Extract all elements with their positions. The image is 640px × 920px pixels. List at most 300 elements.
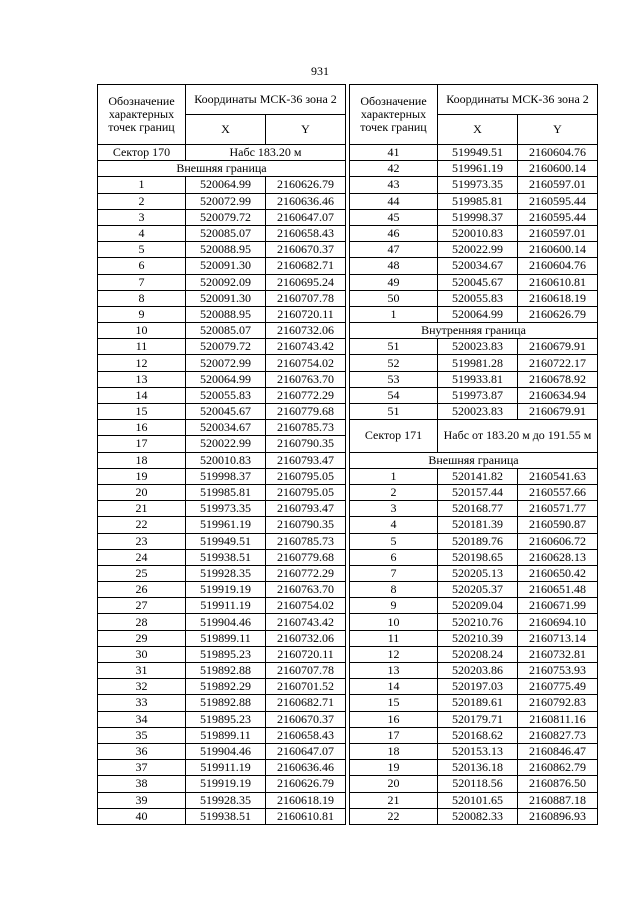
y-coordinate-cell: 2160671.99 (518, 598, 598, 614)
y-coordinate-cell: 2160707.78 (266, 663, 346, 679)
table-row (350, 193, 598, 209)
y-coordinate-cell: 2160763.70 (266, 582, 346, 598)
y-coordinate-cell: 2160779.68 (266, 549, 346, 565)
x-coordinate-cell: 520136.18 (438, 760, 518, 776)
point-number-cell: 40 (98, 808, 186, 824)
point-number-cell: 17 (350, 727, 438, 743)
y-coordinate-cell: 2160595.44 (518, 209, 598, 225)
point-number-cell: 42 (350, 161, 438, 177)
table-row (98, 776, 346, 792)
x-coordinate-cell: 520153.13 (438, 743, 518, 759)
point-number-cell: 54 (350, 387, 438, 403)
x-coordinate-cell: 520168.77 (438, 501, 518, 517)
table-row (350, 242, 598, 258)
y-coordinate-cell: 2160571.77 (518, 501, 598, 517)
y-coordinate-cell: 2160763.70 (266, 371, 346, 387)
y-coordinate-cell: 2160785.73 (266, 420, 346, 436)
point-number-cell: 8 (98, 290, 186, 306)
point-number-cell: 46 (350, 225, 438, 241)
table-row (350, 290, 598, 306)
table-row (98, 436, 346, 452)
point-number-cell: 11 (350, 630, 438, 646)
point-number-cell: 7 (98, 274, 186, 290)
y-coordinate-cell: 2160732.06 (266, 323, 346, 339)
y-coordinate-cell: 2160597.01 (518, 225, 598, 241)
table-row (350, 177, 598, 193)
point-number-cell: 27 (98, 598, 186, 614)
table-row (350, 679, 598, 695)
y-coordinate-cell: 2160618.19 (266, 792, 346, 808)
point-number-cell: 20 (350, 776, 438, 792)
y-coordinate-cell: 2160658.43 (266, 225, 346, 241)
y-coordinate-cell: 2160775.49 (518, 679, 598, 695)
y-coordinate-cell: 2160682.71 (266, 258, 346, 274)
point-number-cell: 21 (350, 792, 438, 808)
x-coordinate-cell: 519895.23 (186, 646, 266, 662)
table-row (98, 808, 346, 824)
x-coordinate-cell: 520092.09 (186, 274, 266, 290)
x-coordinate-cell: 520091.30 (186, 290, 266, 306)
x-coordinate-cell: 519961.19 (186, 517, 266, 533)
table-row (98, 468, 346, 484)
point-number-cell: 13 (350, 663, 438, 679)
point-number-cell: 33 (98, 695, 186, 711)
coordinates-table-right (349, 84, 598, 825)
x-coordinate-cell: 520079.72 (186, 339, 266, 355)
point-number-cell: 1 (350, 468, 438, 484)
table-row (350, 161, 598, 177)
header-x: X (438, 115, 518, 145)
table-row (350, 630, 598, 646)
y-coordinate-cell: 2160743.42 (266, 614, 346, 630)
x-coordinate-cell: 520064.99 (186, 371, 266, 387)
table-row (350, 760, 598, 776)
table-row (98, 727, 346, 743)
table-row (98, 533, 346, 549)
y-coordinate-cell: 2160600.14 (518, 242, 598, 258)
table-row (98, 792, 346, 808)
point-number-cell: 20 (98, 484, 186, 500)
point-number-cell: 15 (98, 404, 186, 420)
y-coordinate-cell: 2160628.13 (518, 549, 598, 565)
point-number-cell: 1 (350, 306, 438, 322)
y-coordinate-cell: 2160647.07 (266, 743, 346, 759)
table-row (350, 404, 598, 420)
y-coordinate-cell: 2160754.02 (266, 355, 346, 371)
x-coordinate-cell: 520034.67 (438, 258, 518, 274)
x-coordinate-cell: 519998.37 (438, 209, 518, 225)
y-coordinate-cell: 2160651.48 (518, 582, 598, 598)
y-coordinate-cell: 2160785.73 (266, 533, 346, 549)
table-row (350, 371, 598, 387)
point-number-cell: 6 (350, 549, 438, 565)
y-coordinate-cell: 2160618.19 (518, 290, 598, 306)
table-row (350, 225, 598, 241)
y-coordinate-cell: 2160754.02 (266, 598, 346, 614)
x-coordinate-cell: 520205.37 (438, 582, 518, 598)
point-number-cell: 38 (98, 776, 186, 792)
y-coordinate-cell: 2160626.79 (518, 306, 598, 322)
table-row (98, 743, 346, 759)
point-number-cell: 24 (98, 549, 186, 565)
x-coordinate-cell: 519938.51 (186, 808, 266, 824)
x-coordinate-cell: 520118.56 (438, 776, 518, 792)
point-number-cell: 18 (98, 452, 186, 468)
point-number-cell: 14 (350, 679, 438, 695)
table-row (98, 177, 346, 193)
point-number-cell: 28 (98, 614, 186, 630)
point-number-cell: 5 (98, 242, 186, 258)
x-coordinate-cell: 519919.19 (186, 776, 266, 792)
x-coordinate-cell: 519911.19 (186, 598, 266, 614)
x-coordinate-cell: 520072.99 (186, 193, 266, 209)
y-coordinate-cell: 2160610.81 (518, 274, 598, 290)
y-coordinate-cell: 2160670.37 (266, 711, 346, 727)
sector-height: Набс от 183.20 м до 191.55 м (438, 420, 598, 452)
table-row (98, 630, 346, 646)
table-row (350, 727, 598, 743)
sector-label: Сектор 170 (98, 145, 186, 161)
y-coordinate-cell: 2160896.93 (518, 808, 598, 824)
point-number-cell: 48 (350, 258, 438, 274)
point-number-cell: 51 (350, 404, 438, 420)
y-coordinate-cell: 2160779.68 (266, 404, 346, 420)
y-coordinate-cell: 2160606.72 (518, 533, 598, 549)
section-title-outer: Внешняя граница (98, 161, 346, 177)
table-row (98, 404, 346, 420)
point-number-cell: 31 (98, 663, 186, 679)
x-coordinate-cell: 520079.72 (186, 209, 266, 225)
x-coordinate-cell: 520179.71 (438, 711, 518, 727)
table-row (98, 549, 346, 565)
y-coordinate-cell: 2160795.05 (266, 468, 346, 484)
y-coordinate-cell: 2160876.50 (518, 776, 598, 792)
x-coordinate-cell: 520085.07 (186, 323, 266, 339)
y-coordinate-cell: 2160720.11 (266, 646, 346, 662)
table-row (98, 258, 346, 274)
header-designation: Обозначение характерных точек границ (350, 85, 438, 145)
y-coordinate-cell: 2160610.81 (266, 808, 346, 824)
point-number-cell: 11 (98, 339, 186, 355)
y-coordinate-cell: 2160604.76 (518, 258, 598, 274)
section-title-inner: Внутренняя граница (350, 323, 598, 339)
header-coords: Координаты МСК-36 зона 2 (438, 85, 598, 115)
y-coordinate-cell: 2160650.42 (518, 565, 598, 581)
y-coordinate-cell: 2160827.73 (518, 727, 598, 743)
table-row (350, 646, 598, 662)
point-number-cell: 25 (98, 565, 186, 581)
y-coordinate-cell: 2160722.17 (518, 355, 598, 371)
table-row (98, 484, 346, 500)
point-number-cell: 53 (350, 371, 438, 387)
point-number-cell: 19 (98, 468, 186, 484)
y-coordinate-cell: 2160670.37 (266, 242, 346, 258)
y-coordinate-cell: 2160772.29 (266, 565, 346, 581)
table-row (350, 808, 598, 824)
header-y: Y (518, 115, 598, 145)
table-row (98, 306, 346, 322)
table-row (350, 711, 598, 727)
y-coordinate-cell: 2160713.14 (518, 630, 598, 646)
y-coordinate-cell: 2160679.91 (518, 339, 598, 355)
point-number-cell: 43 (350, 177, 438, 193)
y-coordinate-cell: 2160679.91 (518, 404, 598, 420)
x-coordinate-cell: 519973.87 (438, 387, 518, 403)
x-coordinate-cell: 519892.88 (186, 663, 266, 679)
y-coordinate-cell: 2160597.01 (518, 177, 598, 193)
x-coordinate-cell: 519899.11 (186, 630, 266, 646)
x-coordinate-cell: 520141.82 (438, 468, 518, 484)
table-row (98, 565, 346, 581)
y-coordinate-cell: 2160795.05 (266, 484, 346, 500)
x-coordinate-cell: 520055.83 (438, 290, 518, 306)
x-coordinate-cell: 520064.99 (186, 177, 266, 193)
x-coordinate-cell: 520091.30 (186, 258, 266, 274)
point-number-cell: 35 (98, 727, 186, 743)
point-number-cell: 36 (98, 743, 186, 759)
y-coordinate-cell: 2160793.47 (266, 452, 346, 468)
y-coordinate-cell: 2160658.43 (266, 727, 346, 743)
point-number-cell: 23 (98, 533, 186, 549)
x-coordinate-cell: 520181.39 (438, 517, 518, 533)
x-coordinate-cell: 519904.46 (186, 743, 266, 759)
table-row (98, 679, 346, 695)
point-number-cell: 1 (98, 177, 186, 193)
table-row (350, 549, 598, 565)
table-row (350, 792, 598, 808)
point-number-cell: 17 (98, 436, 186, 452)
point-number-cell: 47 (350, 242, 438, 258)
x-coordinate-cell: 520010.83 (438, 225, 518, 241)
x-coordinate-cell: 520157.44 (438, 484, 518, 500)
x-coordinate-cell: 519928.35 (186, 565, 266, 581)
table-row (350, 258, 598, 274)
y-coordinate-cell: 2160846.47 (518, 743, 598, 759)
y-coordinate-cell: 2160793.47 (266, 501, 346, 517)
point-number-cell: 6 (98, 258, 186, 274)
x-coordinate-cell: 520210.39 (438, 630, 518, 646)
sector-label: Сектор 171 (350, 420, 438, 452)
point-number-cell: 41 (350, 145, 438, 161)
table-row (350, 387, 598, 403)
table-row (98, 387, 346, 403)
x-coordinate-cell: 519949.51 (438, 145, 518, 161)
page-number: 931 (311, 64, 329, 78)
table-row (350, 355, 598, 371)
x-coordinate-cell: 519933.81 (438, 371, 518, 387)
table-row (98, 290, 346, 306)
table-row (98, 225, 346, 241)
x-coordinate-cell: 519949.51 (186, 533, 266, 549)
sector-height: Набс 183.20 м (186, 145, 346, 161)
table-row (350, 533, 598, 549)
point-number-cell: 50 (350, 290, 438, 306)
table-row (350, 582, 598, 598)
point-number-cell: 7 (350, 565, 438, 581)
x-coordinate-cell: 520082.33 (438, 808, 518, 824)
point-number-cell: 14 (98, 387, 186, 403)
table-row (98, 695, 346, 711)
table-row (350, 743, 598, 759)
x-coordinate-cell: 520101.65 (438, 792, 518, 808)
table-row (350, 209, 598, 225)
table-row (350, 614, 598, 630)
table-row (98, 663, 346, 679)
x-coordinate-cell: 519911.19 (186, 760, 266, 776)
x-coordinate-cell: 519998.37 (186, 468, 266, 484)
point-number-cell: 34 (98, 711, 186, 727)
x-coordinate-cell: 520022.99 (438, 242, 518, 258)
y-coordinate-cell: 2160590.87 (518, 517, 598, 533)
header-y: Y (266, 115, 346, 145)
table-row (350, 145, 598, 161)
point-number-cell: 37 (98, 760, 186, 776)
table-row (98, 193, 346, 209)
table-row (98, 209, 346, 225)
x-coordinate-cell: 520088.95 (186, 242, 266, 258)
point-number-cell: 45 (350, 209, 438, 225)
point-number-cell: 4 (350, 517, 438, 533)
point-number-cell: 49 (350, 274, 438, 290)
table-row (350, 501, 598, 517)
point-number-cell: 30 (98, 646, 186, 662)
x-coordinate-cell: 520072.99 (186, 355, 266, 371)
x-coordinate-cell: 520203.86 (438, 663, 518, 679)
point-number-cell: 15 (350, 695, 438, 711)
y-coordinate-cell: 2160600.14 (518, 161, 598, 177)
x-coordinate-cell: 520088.95 (186, 306, 266, 322)
x-coordinate-cell: 520198.65 (438, 549, 518, 565)
table-row (98, 339, 346, 355)
table-row (98, 760, 346, 776)
table-row (98, 646, 346, 662)
x-coordinate-cell: 519899.11 (186, 727, 266, 743)
x-coordinate-cell: 520034.67 (186, 420, 266, 436)
y-coordinate-cell: 2160695.24 (266, 274, 346, 290)
point-number-cell: 16 (98, 420, 186, 436)
y-coordinate-cell: 2160701.52 (266, 679, 346, 695)
y-coordinate-cell: 2160790.35 (266, 517, 346, 533)
x-coordinate-cell: 519892.29 (186, 679, 266, 695)
point-number-cell: 4 (98, 225, 186, 241)
point-number-cell: 3 (350, 501, 438, 517)
table-row (98, 711, 346, 727)
point-number-cell: 19 (350, 760, 438, 776)
point-number-cell: 21 (98, 501, 186, 517)
table-row (98, 517, 346, 533)
point-number-cell: 29 (98, 630, 186, 646)
x-coordinate-cell: 520205.13 (438, 565, 518, 581)
x-coordinate-cell: 520209.04 (438, 598, 518, 614)
x-coordinate-cell: 520045.67 (186, 404, 266, 420)
y-coordinate-cell: 2160772.29 (266, 387, 346, 403)
table-row (350, 663, 598, 679)
x-coordinate-cell: 520023.83 (438, 339, 518, 355)
x-coordinate-cell: 519928.35 (186, 792, 266, 808)
table-row (350, 517, 598, 533)
x-coordinate-cell: 520055.83 (186, 387, 266, 403)
point-number-cell: 8 (350, 582, 438, 598)
header-designation: Обозначение характерных точек границ (98, 85, 186, 145)
header-x: X (186, 115, 266, 145)
x-coordinate-cell: 520208.24 (438, 646, 518, 662)
point-number-cell: 22 (98, 517, 186, 533)
point-number-cell: 9 (98, 306, 186, 322)
table-row (350, 339, 598, 355)
x-coordinate-cell: 520168.62 (438, 727, 518, 743)
y-coordinate-cell: 2160720.11 (266, 306, 346, 322)
x-coordinate-cell: 520197.03 (438, 679, 518, 695)
y-coordinate-cell: 2160732.06 (266, 630, 346, 646)
x-coordinate-cell: 519973.35 (186, 501, 266, 517)
table-row (98, 371, 346, 387)
x-coordinate-cell: 519981.28 (438, 355, 518, 371)
y-coordinate-cell: 2160678.92 (518, 371, 598, 387)
x-coordinate-cell: 520085.07 (186, 225, 266, 241)
y-coordinate-cell: 2160732.81 (518, 646, 598, 662)
table-row (350, 598, 598, 614)
x-coordinate-cell: 520189.61 (438, 695, 518, 711)
table-row (98, 274, 346, 290)
point-number-cell: 44 (350, 193, 438, 209)
y-coordinate-cell: 2160682.71 (266, 695, 346, 711)
point-number-cell: 3 (98, 209, 186, 225)
x-coordinate-cell: 520064.99 (438, 306, 518, 322)
table-row (350, 484, 598, 500)
point-number-cell: 52 (350, 355, 438, 371)
y-coordinate-cell: 2160707.78 (266, 290, 346, 306)
y-coordinate-cell: 2160636.46 (266, 193, 346, 209)
header-coords: Координаты МСК-36 зона 2 (186, 85, 346, 115)
table-row (98, 323, 346, 339)
x-coordinate-cell: 520022.99 (186, 436, 266, 452)
table-row (98, 452, 346, 468)
y-coordinate-cell: 2160743.42 (266, 339, 346, 355)
x-coordinate-cell: 519961.19 (438, 161, 518, 177)
table-row (350, 274, 598, 290)
table-row (350, 306, 598, 322)
table-row (350, 565, 598, 581)
point-number-cell: 16 (350, 711, 438, 727)
point-number-cell: 39 (98, 792, 186, 808)
x-coordinate-cell: 520189.76 (438, 533, 518, 549)
table-row (98, 582, 346, 598)
table-row (98, 420, 346, 436)
y-coordinate-cell: 2160790.35 (266, 436, 346, 452)
table-row (98, 598, 346, 614)
y-coordinate-cell: 2160557.66 (518, 484, 598, 500)
y-coordinate-cell: 2160862.79 (518, 760, 598, 776)
x-coordinate-cell: 519938.51 (186, 549, 266, 565)
table-row (350, 776, 598, 792)
x-coordinate-cell: 519985.81 (186, 484, 266, 500)
y-coordinate-cell: 2160887.18 (518, 792, 598, 808)
y-coordinate-cell: 2160647.07 (266, 209, 346, 225)
y-coordinate-cell: 2160604.76 (518, 145, 598, 161)
point-number-cell: 12 (350, 646, 438, 662)
point-number-cell: 5 (350, 533, 438, 549)
table-row (98, 242, 346, 258)
x-coordinate-cell: 520045.67 (438, 274, 518, 290)
y-coordinate-cell: 2160626.79 (266, 776, 346, 792)
x-coordinate-cell: 519892.88 (186, 695, 266, 711)
point-number-cell: 18 (350, 743, 438, 759)
y-coordinate-cell: 2160636.46 (266, 760, 346, 776)
y-coordinate-cell: 2160541.63 (518, 468, 598, 484)
point-number-cell: 10 (350, 614, 438, 630)
table-row (98, 614, 346, 630)
y-coordinate-cell: 2160626.79 (266, 177, 346, 193)
